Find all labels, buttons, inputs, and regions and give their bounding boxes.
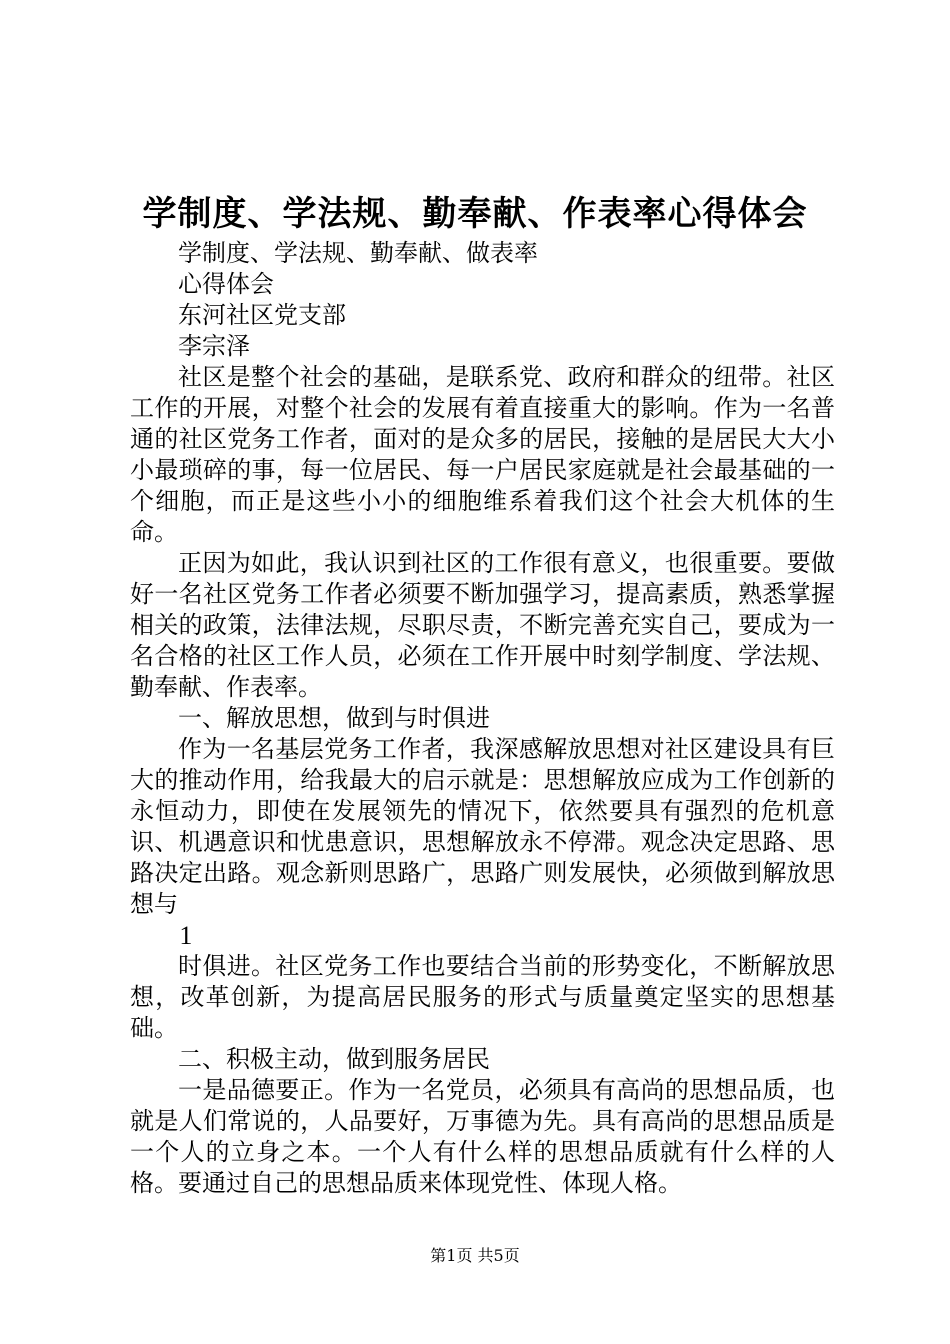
paragraph: 正因为如此，我认识到社区的工作很有意义，也很重要。要做好一名社区党务工作者必须要不断加强学习，提高素质，熟悉掌握相关的政策，法律法规，尽职尽责，不断完善充实自己，要成为一名合格的社区工作人员，必须在工作开展中时刻学制度、学法规、勤奉献、作表率。 (130, 549, 835, 701)
paragraph: 作为一名基层党务工作者，我深感解放思想对社区建设具有巨大的推动作用，给我最大的启示就是：思想解放应成为工作创新的永恒动力，即使在发展领先的情况下，依然要具有强烈的危机意识、机遇意识和忧患意识，思想解放永不停滞。观念决定思路、思路决定出路。观念新则思路广，思路广则发展快，必须做到解放思想与 (130, 735, 835, 918)
section-heading: 二、积极主动，做到服务居民 (178, 1045, 490, 1073)
subtitle-line-1: 学制度、学法规、勤奉献、做表率 (178, 239, 538, 267)
document-body (130, 238, 835, 1199)
paragraph: 一是品德要正。作为一名党员，必须具有高尚的思想品质，也就是人们常说的，人品要好，万事德为先。具有高尚的思想品质是一个人的立身之本。一个人有什么样的思想品质就有什么样的人格。要通过自己的思想品质来体现党性、体现人格。 (130, 1076, 835, 1197)
paragraph: 社区是整个社会的基础，是联系党、政府和群众的纽带。社区工作的开展，对整个社会的发展有着直接重大的影响。作为一名普通的社区党务工作者，面对的是众多的居民，接触的是居民大大小小最琐碎的事，每一位居民、每一户居民家庭就是社会最基础的一个细胞，而正是这些小小的细胞维系着我们这个社会大机体的生命。 (130, 363, 835, 546)
paragraph: 时俱进。社区党务工作也要结合当前的形势变化，不断解放思想，改革创新，为提高居民服务的形式与质量奠定坚实的思想基础。 (130, 952, 835, 1042)
section-heading: 一、解放思想，做到与时俱进 (178, 704, 490, 732)
organization-name: 东河社区党支部 (178, 301, 346, 329)
subtitle-line-2: 心得体会 (178, 270, 274, 298)
page-footer: 第1页 共5页 (430, 1246, 520, 1265)
inline-page-number: 1 (179, 921, 193, 950)
document-title: 学制度、学法规、勤奉献、作表率心得体会 (142, 194, 808, 234)
author-name: 李宗泽 (178, 332, 250, 360)
